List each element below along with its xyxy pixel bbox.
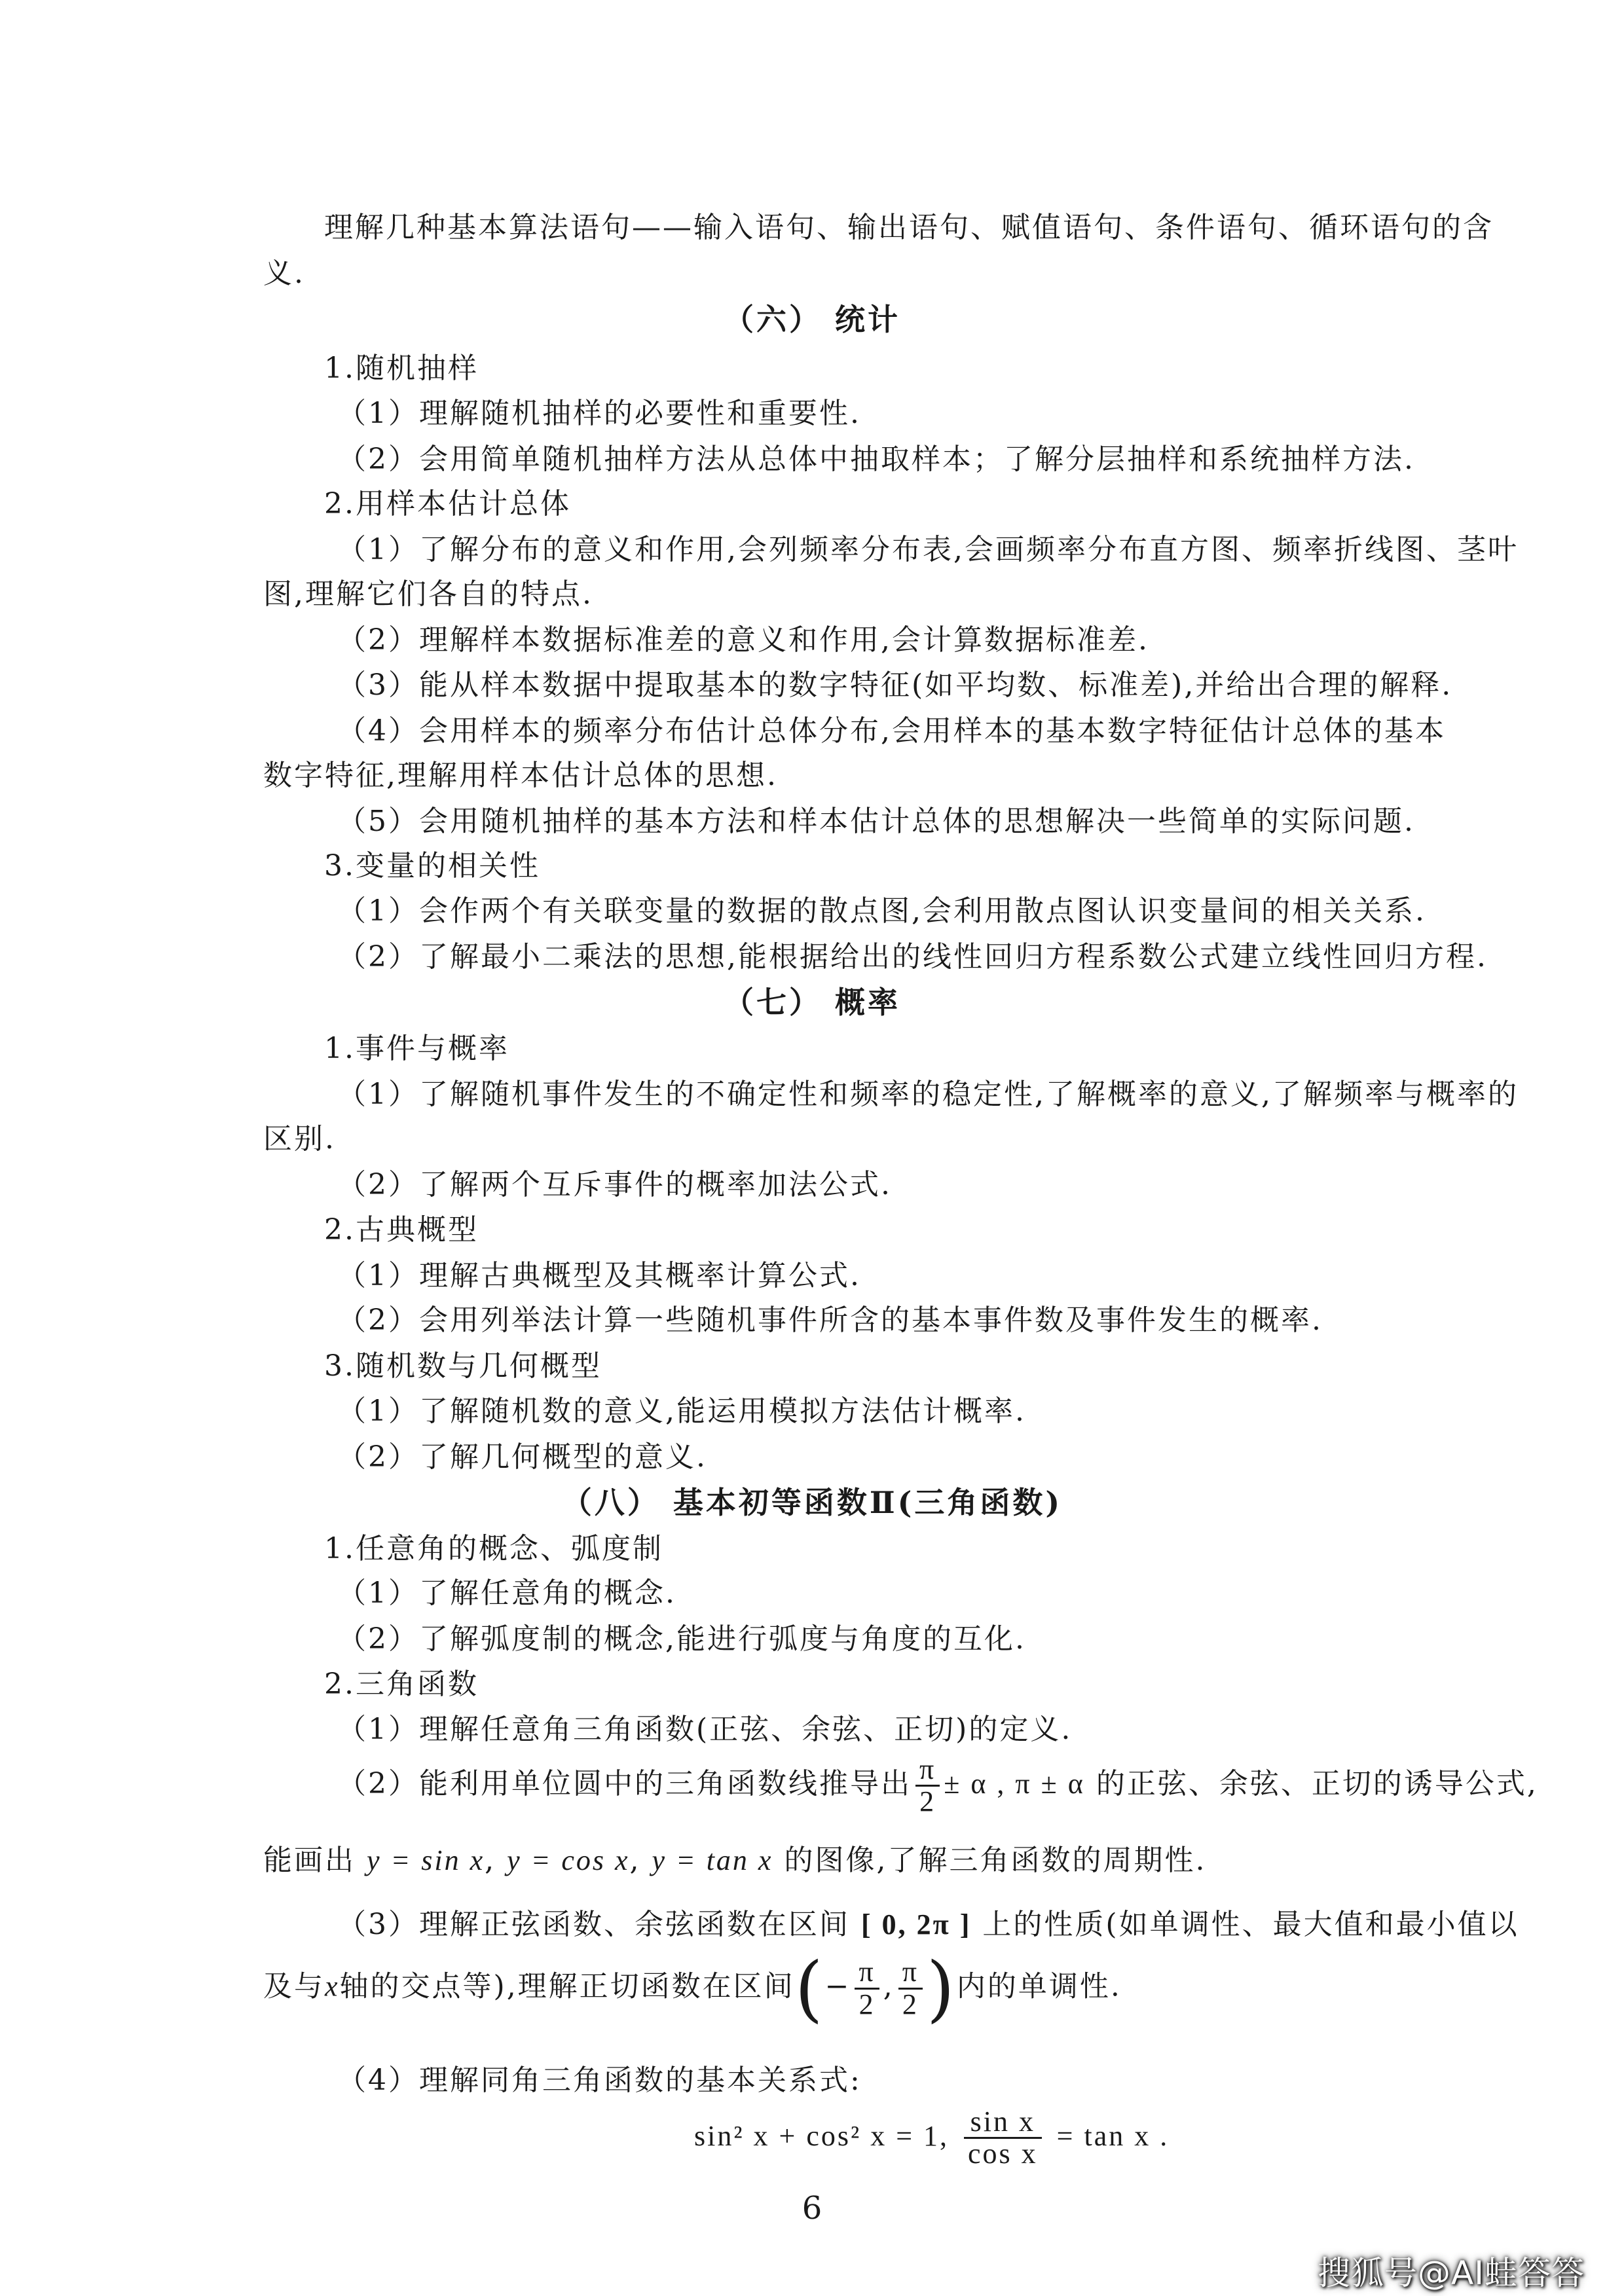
stats-item: （2）理解样本数据标准差的意义和作用,会计算数据标准差.	[337, 623, 1149, 657]
fraction-denominator: 2	[919, 1785, 936, 1818]
section-heading-probability: （七） 概率	[723, 985, 900, 1020]
section-heading-statistics: （六） 统计	[723, 302, 900, 337]
prob-topic-1: 1.事件与概率	[324, 1032, 509, 1065]
formula-sin: y = sin x	[367, 1844, 485, 1876]
fraction-sin-over-cos	[964, 2107, 1042, 2169]
prob-item: （2）会用列举法计算一些随机事件所含的基本事件数及事件发生的概率.	[337, 1303, 1323, 1337]
trig-item-properties	[337, 1905, 1519, 1944]
trig-topic-1: 1.任意角的概念、弧度制	[324, 1532, 663, 1565]
text: 的正弦、余弦、正切的诱导公式,	[1096, 1767, 1538, 1801]
section-heading-trig: （八） 基本初等函数Ⅱ(三角函数)	[561, 1485, 1063, 1520]
stats-item: （1）会作两个有关联变量的数据的散点图,会利用散点图认识变量间的相关关系.	[337, 894, 1426, 928]
fraction-denominator: cos x	[968, 2138, 1038, 2170]
fraction-pi-over-2	[915, 1755, 940, 1817]
variable-x: x	[325, 1970, 340, 2003]
text: （3）理解正弦函数、余弦函数在区间	[337, 1908, 850, 1941]
fraction-denominator: 2	[858, 1988, 876, 2020]
prob-item: （2）了解几何概型的意义.	[337, 1440, 707, 1474]
page-number: 6	[802, 2190, 822, 2227]
prob-topic-3: 3.随机数与几何概型	[324, 1349, 602, 1383]
fraction-numerator: π	[898, 1957, 923, 1989]
trig-item: （1）了解任意角的概念.	[337, 1576, 676, 1610]
prob-item: （1）了解随机事件发生的不确定性和频率的稳定性,了解概率的意义,了解频率与概率的	[337, 1078, 1519, 1111]
stats-item: （4）会用样本的频率分布估计总体分布,会用样本的基本数字特征估计总体的基本	[337, 714, 1446, 748]
stats-item: （5）会用随机抽样的基本方法和样本估计总体的思想解决一些简单的实际问题.	[337, 805, 1415, 838]
text: 内的单调性.	[956, 1969, 1122, 2003]
trig-item-induction	[337, 1755, 1538, 1817]
interval: [ 0, 2π ]	[861, 1908, 972, 1941]
prob-item-cont: 区别.	[263, 1122, 336, 1156]
intro-line-1: 理解几种基本算法语句——输入语句、输出语句、赋值语句、条件语句、循环语句的含	[324, 211, 1494, 244]
prob-item: （1）理解古典概型及其概率计算公式.	[337, 1259, 861, 1292]
stats-item-cont: 数字特征,理解用样本估计总体的思想.	[263, 759, 778, 792]
trig-item-graphs: 能画出 y = sin x, y = cos x, y = tan x 的图像,了解三角函数的周期性.	[263, 1844, 1207, 1877]
prob-item: （2）了解两个互斥事件的概率加法公式.	[337, 1168, 892, 1201]
identity-equation	[694, 2107, 1169, 2169]
stats-topic-1: 1.随机抽样	[324, 352, 479, 385]
text: （2）能利用单位圆中的三角函数线推导出	[337, 1767, 912, 1801]
fraction-numerator: sin x	[964, 2107, 1042, 2139]
stats-item-cont: 图,理解它们各自的特点.	[263, 577, 593, 611]
right-paren: )	[926, 1946, 957, 2030]
fraction-numerator: π	[915, 1755, 940, 1787]
math-expression: ± α , π ± α	[944, 1768, 1085, 1800]
stats-item: （1）理解随机抽样的必要性和重要性.	[337, 397, 861, 430]
trig-topic-2: 2.三角函数	[324, 1667, 479, 1701]
fraction-numerator: π	[855, 1957, 879, 1989]
trig-item-identity: （4）理解同角三角函数的基本关系式:	[337, 2064, 862, 2097]
fraction-denominator: 2	[902, 1988, 919, 2020]
formula-cos: y = cos x	[507, 1844, 630, 1876]
text: 上的性质(如单调性、最大值和最小值以	[982, 1908, 1519, 1941]
stats-item: （2）会用简单随机抽样方法从总体中抽取样本；了解分层抽样和系统抽样方法.	[337, 443, 1415, 476]
text: 的图像,了解三角函数的周期性.	[784, 1844, 1207, 1877]
stats-item: （2）了解最小二乘法的思想,能根据给出的线性回归方程系数公式建立线性回归方程.	[337, 940, 1488, 974]
fraction-neg-pi-over-2	[855, 1957, 879, 2019]
text: 轴的交点等),理解正切函数在区间	[339, 1969, 795, 2003]
prob-topic-2: 2.古典概型	[324, 1213, 479, 1247]
intro-line-2: 义.	[263, 257, 305, 290]
trig-item: （2）了解弧度制的概念,能进行弧度与角度的互化.	[337, 1622, 1026, 1656]
formula-tan: y = tan x	[652, 1844, 773, 1876]
stats-topic-3: 3.变量的相关性	[324, 849, 540, 883]
text: 及与	[263, 1969, 325, 2003]
stats-item: （1）了解分布的意义和作用,会列频率分布表,会画频率分布直方图、频率折线图、茎叶	[337, 533, 1519, 566]
text: 能画出	[263, 1844, 356, 1877]
prob-item: （1）了解随机数的意义,能运用模拟方法估计概率.	[337, 1394, 1026, 1428]
equation-left: sin² x + cos² x = 1,	[694, 2120, 950, 2153]
stats-topic-2: 2.用样本估计总体	[324, 487, 571, 520]
stats-item: （3）能从样本数据中提取基本的数字特征(如平均数、标准差),并给出合理的解释.	[337, 668, 1453, 702]
trig-item: （1）理解任意角三角函数(正弦、余弦、正切)的定义.	[337, 1713, 1073, 1746]
fraction-pi-over-2	[898, 1957, 923, 2019]
left-paren: (	[794, 1946, 825, 2030]
trig-item-properties-cont: 及与x轴的交点等),理解正切函数在区间(− $\frac{\pi}{2}$ , $\frac{\pi}{2}$ )内的单调性.	[263, 1946, 1122, 2030]
watermark: 搜狐号@AI蛙答答	[1318, 2254, 1585, 2292]
equation-right: = tan x .	[1056, 2120, 1170, 2153]
